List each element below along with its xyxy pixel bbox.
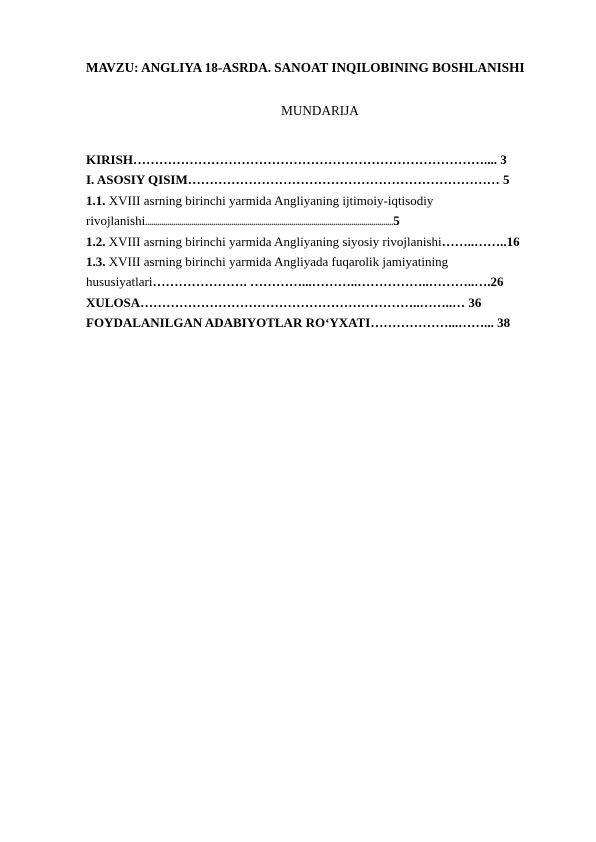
toc-entry-1-1-page: 5 bbox=[393, 213, 400, 229]
toc-entry-1-2-leader: ……..…….. bbox=[441, 233, 507, 249]
toc-entry-1-2-number: 1.2. bbox=[86, 233, 106, 249]
toc-entry-1-1-text-cont: rivojlanishi bbox=[86, 213, 146, 229]
toc-entry-xulosa: XULOSA………………………………………………………..……..… 36 bbox=[86, 294, 482, 310]
toc-entry-1-3-text: XVIII asrning birinchi yarmida Angliyada fuqarolik jamiyatining bbox=[105, 253, 449, 269]
toc-entry-1-1-line1 bbox=[86, 191, 546, 211]
toc-entry-1-1-number: 1.1. bbox=[86, 192, 106, 208]
toc-entry-1-1-leader: ............................................................................................................................ bbox=[145, 218, 394, 228]
toc-entry-1-3-line1 bbox=[86, 252, 546, 272]
toc-entry-1-2 bbox=[86, 232, 546, 252]
toc-entry-1-3-number: 1.3. bbox=[86, 253, 106, 269]
toc-entry-1-1-text: XVIII asrning birinchi yarmida Angliyaning ijtimoiy-iqtisodiy bbox=[105, 192, 434, 208]
table-of-contents bbox=[86, 150, 546, 334]
toc-entry-asosiy-qisim: I. ASOSIY QISIM……………………………………………………………… 5 bbox=[86, 172, 510, 188]
toc-entry-kirish: KIRISH……………………………………………………………………….... 3 bbox=[86, 152, 507, 167]
toc-entry-1-3-line2 bbox=[86, 272, 546, 292]
toc-entry-1-3-page: 26 bbox=[490, 274, 504, 290]
toc-entry-1-2-text: XVIII asrning birinchi yarmida Angliyaning siyosiy rivojlanishi bbox=[105, 233, 442, 249]
toc-entry-1-2-page: 16 bbox=[506, 233, 520, 249]
toc-entry-1-3-text-cont: hususiyatlari bbox=[86, 274, 153, 290]
toc-entry-adabiyotlar: FOYDALANILGAN ADABIYOTLAR RO‘YXATI………………...……... 38 bbox=[86, 315, 511, 331]
toc-heading: MUNDARIJA bbox=[281, 103, 359, 118]
toc-entry-1-3-leader: …………………. …………...………..……………..………..…. bbox=[152, 274, 491, 290]
toc-entry-1-1-line2 bbox=[86, 211, 546, 231]
page-title: MAVZU: ANGLIYA 18-ASRDA. SANOAT INQILOBINING BOSHLANISHI bbox=[86, 60, 525, 75]
